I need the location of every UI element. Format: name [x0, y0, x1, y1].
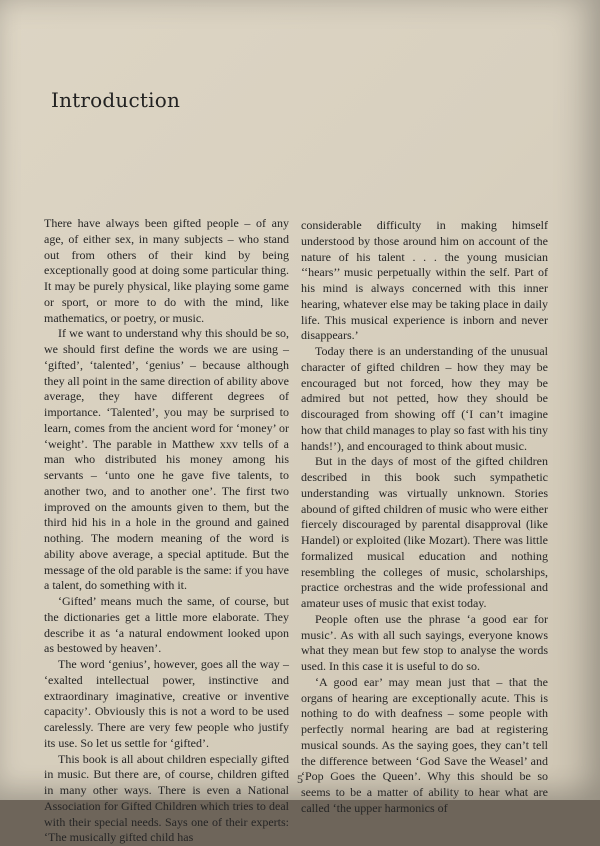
paragraph: There have always been gifted people – of any age, of either sex, in many subjects – who stand out from others of their kind by being exceptionally good at doing some particular thing. It may be purely physical, like playing some game or sport, or more to do with the mind, like mathematics, or poetry, or music.: [44, 216, 289, 326]
right-text-column: [301, 218, 548, 817]
paragraph: This book is all about children especially gifted in music. But there are, of course, children gifted in many other ways. There is even a National Association for Gifted Children which tries to deal with their special needs. Says one of their experts: ‘The musically gifted child has: [44, 752, 289, 846]
left-text-column: [44, 216, 289, 846]
paragraph: If we want to understand why this should be so, we should first define the words we are using – ‘gifted’, ‘talented’, ‘genius’ – because although they all point in the same direction of ability above average, they have different degrees of importance. ‘Talented’, you may be surprised to learn, comes from the ancient word for ‘money’ or ‘weight’. The parable in Matthew xxv tells of a man who distributed his money among his servants – ‘unto one he gave five talents, to another two, and to another one’. The first two improved on the amounts given to them, but the third hid his in a hole in the ground and gained nothing. The modern meaning of the word is ability above average, a special aptitude. But the message of the old parable is the same: if you have a talent, do something with it.: [44, 326, 289, 594]
paragraph: considerable difficulty in making himself understood by those around him on account of the nature of his talent . . . the young musician ‘‘hears’’ music perpetually within the self. Part of his mind is always concerned with this inner hearing, whatever else may be taking place in daily life. This musical experience is inborn and never disappears.’: [301, 218, 548, 344]
paragraph: ‘Gifted’ means much the same, of course, but the dictionaries get a little more elaborate. They describe it as ‘a natural endowment looked upon as bestowed by heaven’.: [44, 594, 289, 657]
paragraph: Today there is an understanding of the unusual character of gifted children – how they may be encouraged but not forced, how they may be admired but not petted, how they should be discouraged from showing off (‘I can’t imagine how that child manages to play so fast with his tiny hands!’), and encouraged to think about music.: [301, 344, 548, 454]
page-number: 5: [0, 772, 600, 787]
paragraph: The word ‘genius’, however, goes all the way – ‘exalted intellectual power, instinctive and extraordinary imaginative, creative or inventive capacity’. Obviously this is not a word to be used carelessly. There are very few people who justify its use. So let us settle for ‘gifted’.: [44, 657, 289, 752]
paragraph: But in the days of most of the gifted children described in this book such sympathetic understanding was virtually unknown. Stories abound of gifted children of music who were either fiercely discouraged by parental disapproval (like Handel) or exploited (like Mozart). There was little formalized musical education and nothing resembling the colleges of music, scholarships, practice orchestras and the wide professional and amateur uses of music that exist today.: [301, 454, 548, 612]
paragraph: People often use the phrase ‘a good ear for music’. As with all such sayings, everyone knows what they mean but few stop to analyse the words used. In this case it is useful to do so.: [301, 612, 548, 675]
paragraph: ‘A good ear’ may mean just that – that the organs of hearing are exceptionally acute. This is nothing to do with deafness – some people with perfectly normal hearing are bad at registering musical sounds. As the saying goes, they can’t tell the difference between ‘God Save the Weasel’ and ‘Pop Goes the Queen’. Why this should be so seems to be a matter of ability to hear what are called ‘the upper harmonics of: [301, 675, 548, 817]
page-title: Introduction: [51, 88, 180, 112]
